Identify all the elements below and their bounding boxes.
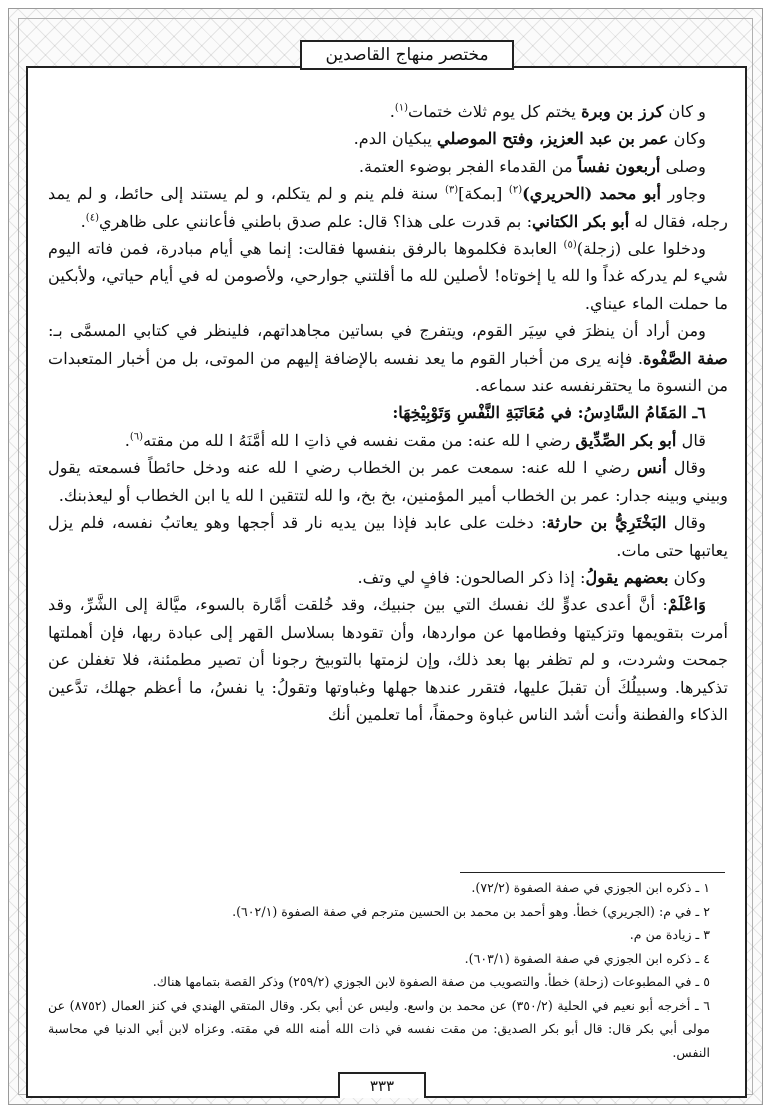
paragraph-7 bbox=[48, 427, 728, 454]
text: العابدة فكلموها بالرفق بنفسها فقالت: إنما هي أيام مبادرة، فمن فاته اليوم شيء لم يدركه غداً وا لله يا إخوتاه! لأصلين لله ما أقلتني جوارحي، ولأصومن له في أيام حياتي، ولأبكين ما حملت الماء عيناي. bbox=[48, 239, 728, 313]
book-reference: صفة الصَّفْوة bbox=[643, 348, 728, 368]
main-text bbox=[48, 98, 728, 728]
footnote-ref: (٥) bbox=[563, 239, 577, 251]
text: . bbox=[80, 211, 86, 231]
footnotes bbox=[48, 876, 728, 1064]
footnote-ref: (١) bbox=[394, 102, 409, 114]
footnote: ٦ ـ أخرجه أبو نعيم في الحلية (٣٥٠/٢) عن محمد بن واسع. وليس عن أبي بكر. وقال المتقي الهندي في كنز العمال (٨٧٥٢) عن مولى أبي بكر قال: قال أبو بكر الصديق: من مقت نفسه في ذات الله أمنه الله في مقته. وعزاه لابن أبي الدنيا في محاسبة النفس. bbox=[48, 997, 711, 1060]
text: : بم قدرت على هذا؟ قال: علم صدق باطني فأعانني على ظاهري bbox=[98, 211, 533, 231]
paragraph-10 bbox=[48, 564, 728, 591]
emphasis: وَاعْلَمْ bbox=[667, 595, 706, 615]
emphasis: أربعون نفساً bbox=[577, 156, 661, 176]
footnote-separator bbox=[460, 872, 725, 873]
person-name: أبو محمد (الحريري) bbox=[522, 184, 661, 204]
paragraph-1 bbox=[48, 98, 728, 125]
text: : دخلت على عابد فإذا بين يديه نار قد أججها وهو يعاتبُ نفسه، فلم يزل يعاتبها حتى مات. bbox=[48, 513, 728, 560]
text: [بمكة] bbox=[458, 184, 509, 204]
text: وقال bbox=[666, 458, 706, 478]
emphasis: بعضهم يقولُ bbox=[585, 567, 669, 587]
paragraph-3 bbox=[48, 153, 728, 180]
section-heading: ٦ـ المَقَامُ السَّادِسُ: في مُعَاتَبَةِ النَّفْسِ وَتَوْبِيْخِهَا: bbox=[392, 403, 706, 423]
text: . فإنه يرى من أخبار القوم ما يعد نفسه بالإضافة إليهم من الموتى، بل من أخبار المتعبدات من النسوة ما يحتقرنفسه عند سماعه. bbox=[48, 348, 728, 396]
text: سنة فلم ينم و لم يتكلم، و لم يستند إلى حائط، و لم يمد رجله، فقال له bbox=[48, 184, 728, 231]
paragraph-2 bbox=[48, 125, 728, 152]
footnote: ١ ـ ذكره ابن الجوزي في صفة الصفوة (٧٢/٢). bbox=[471, 880, 710, 895]
footnote-ref: (٤) bbox=[85, 212, 99, 224]
footnote: ٢ ـ في م: (الجريري) خطأ. وهو أحمد بن محمد بن الحسين مترجم في صفة الصفوة (٦٠٢/١). bbox=[232, 903, 710, 919]
book-title: مختصر منهاج القاصدين bbox=[325, 45, 489, 65]
text: و كان bbox=[663, 102, 706, 121]
person-name: أبو بكر الصِّدِّيق bbox=[575, 430, 677, 450]
person-name: كرز بن وبرة bbox=[581, 102, 664, 121]
text: وجاور bbox=[660, 184, 706, 204]
text: . bbox=[389, 102, 395, 121]
paragraph-8 bbox=[48, 454, 728, 509]
footnote: ٥ ـ في المطبوعات (زحلة) خطأ. والتصويب من صفة الصفوة لابن الجوزي (٢٥٩/٢) وذكر القصة بتمامها هناك. bbox=[152, 974, 710, 989]
paragraph-11 bbox=[48, 591, 728, 728]
footnote: ٤ ـ ذكره ابن الجوزي في صفة الصفوة (٦٠٣/١). bbox=[464, 950, 710, 966]
text: : إذا ذكر الصالحون: فافٍ لي وتف. bbox=[357, 567, 586, 587]
page-number: ٣٣٣ bbox=[338, 1072, 426, 1098]
paragraph-9 bbox=[48, 509, 728, 564]
text: ودخلوا على (زجلة) bbox=[576, 239, 706, 259]
text: يختم كل يوم ثلاث ختمات bbox=[408, 102, 582, 121]
text: وكان bbox=[668, 567, 706, 587]
running-header bbox=[300, 40, 514, 70]
footnote-ref: (٦) bbox=[129, 431, 144, 443]
footnote-ref: (٣) bbox=[444, 184, 459, 196]
text: : أنَّ أعدى عدوٍّ لك نفسك التي بين جنبيك، وقد خُلقت أمَّارة بالسوء، ميَّالة إلى الشَّرِّ، وقد أمرت بتقويمها وتزكيتها وفطامها عن مواردها، وأن تقودها بسلاسل القهر إلى عبادة ربها، فإن أهملتها جمحت وشردت، و لم تظفر بها بعد ذلك، وإن لزمتها بالتوبيخ رجونا أن تصير مطمئنة، فلا تغفلن عن تذكيرها. وسبيلُكَ أن تقبلَ عليها، فتقرر عندها جهلها وغباوتها وتقولُ: يا نفسُ، ما أعظم جهلك، تدَّعين الذكاء والفطنة وأنت أشد الناس غباوة وحمقاً، أما تعلمين أنك bbox=[48, 595, 728, 724]
paragraph-5 bbox=[48, 235, 728, 317]
text: قال bbox=[676, 430, 706, 450]
person-name: أبو بكر الكتاني bbox=[532, 211, 630, 231]
footnote: ٣ ـ زيادة من م. bbox=[629, 927, 710, 942]
text: رضي ا لله عنه: من مقت نفسه في ذاتِ ا لله أمَّنَهُ ا لله من مقته bbox=[143, 430, 576, 450]
text: من القدماء الفجر بوضوء العتمة. bbox=[358, 156, 578, 176]
text: ومن أراد أن ينظرَ في سِيَر القوم، ويتفرج في بساتين مجاهداتهم، فلينظر في كتابي المسمَّى بـ: bbox=[48, 321, 706, 341]
text: رضي ا لله عنه: سمعت عمر بن الخطاب رضي ا لله عنه ودخل حائطاً فسمعته يقول وبيني وبينه جدار: عمر بن الخطاب أمير المؤمنين، بخ بخ، وا لله لتتقين ا لله يا ابن الخطاب أو ليعذبنك. bbox=[48, 458, 728, 505]
paragraph-6 bbox=[48, 317, 728, 399]
text: يبكيان الدم. bbox=[353, 129, 438, 149]
text: وقال bbox=[666, 513, 706, 533]
text: وكان bbox=[668, 129, 706, 149]
text: وصلى bbox=[660, 156, 706, 176]
text: . bbox=[124, 430, 130, 450]
paragraph-4 bbox=[48, 180, 728, 235]
footnote-ref: (٢) bbox=[508, 184, 523, 196]
person-name: أنس bbox=[636, 458, 667, 478]
person-name: عمر بن عبد العزيز، وفتح الموصلي bbox=[437, 129, 669, 149]
person-name: البَخْتَرِيُّ بن حارثة bbox=[546, 513, 667, 533]
